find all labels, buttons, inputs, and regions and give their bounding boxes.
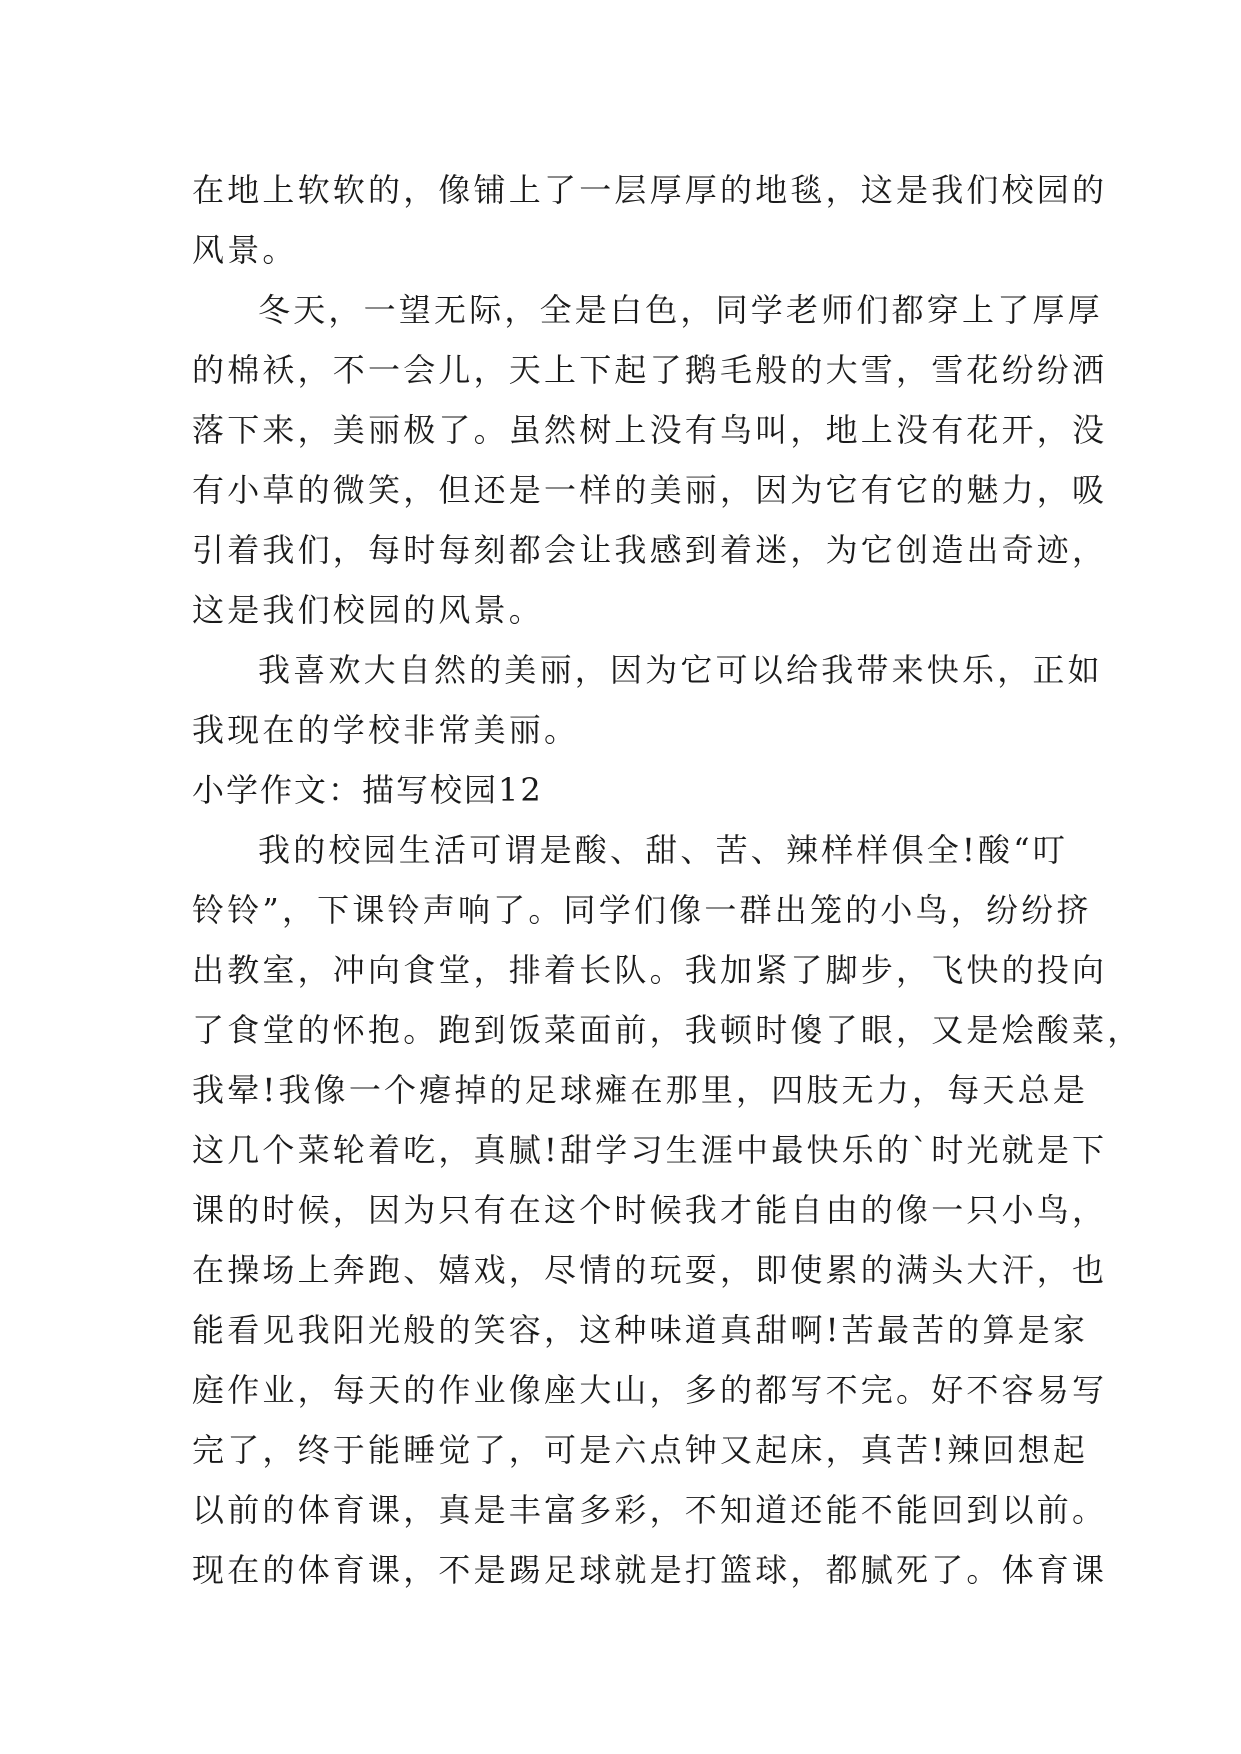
text-line: 了食堂的怀抱。跑到饭菜面前，我顿时傻了眼，又是烩酸菜，	[192, 1011, 1143, 1049]
paragraph-start-line: 我的校园生活可谓是酸、甜、苦、辣样样俱全!酸“叮	[258, 831, 1069, 869]
text-line: 课的时候，因为只有在这个时候我才能自由的像一只小鸟，	[192, 1191, 1108, 1229]
text-line: 我晕!我像一个瘪掉的足球瘫在那里，四肢无力，每天总是	[192, 1071, 1089, 1109]
text-line: 落下来，美丽极了。虽然树上没有鸟叫，地上没有花开，没	[192, 411, 1108, 449]
text-line: 庭作业，每天的作业像座大山，多的都写不完。好不容易写	[192, 1371, 1108, 1409]
text-line: 风景。	[192, 231, 298, 269]
text-line: 出教室，冲向食堂，排着长队。我加紧了脚步，飞快的投向	[192, 951, 1108, 989]
text-line: 铃铃”，下课铃声响了。同学们像一群出笼的小鸟，纷纷挤	[192, 891, 1092, 929]
paragraph-start-line: 我喜欢大自然的美丽，因为它可以给我带来快乐，正如	[258, 651, 1103, 689]
text-line: 引着我们，每时每刻都会让我感到着迷，为它创造出奇迹，	[192, 531, 1108, 569]
text-line: 在操场上奔跑、嬉戏，尽情的玩耍，即使累的满头大汗，也	[192, 1251, 1108, 1289]
text-line: 这几个菜轮着吃，真腻!甜学习生涯中最快乐的`时光就是下	[192, 1131, 1108, 1169]
text-line: 以前的体育课，真是丰富多彩，不知道还能不能回到以前。	[192, 1491, 1108, 1529]
text-line: 我现在的学校非常美丽。	[192, 711, 580, 749]
paragraph-start-line: 冬天，一望无际，全是白色，同学老师们都穿上了厚厚	[258, 291, 1103, 329]
text-line: 现在的体育课，不是踢足球就是打篮球，都腻死了。体育课	[192, 1551, 1108, 1589]
text-line: 的棉袄，不一会儿，天上下起了鹅毛般的大雪，雪花纷纷洒	[192, 351, 1108, 389]
text-line: 能看见我阳光般的笑容，这种味道真甜啊!苦最苦的算是家	[192, 1311, 1089, 1349]
document-body	[192, 160, 1143, 1600]
text-line: 有小草的微笑，但还是一样的美丽，因为它有它的魅力，吸	[192, 471, 1108, 509]
text-line: 在地上软软的，像铺上了一层厚厚的地毯，这是我们校园的	[192, 171, 1108, 209]
text-line: 完了，终于能睡觉了，可是六点钟又起床，真苦!辣回想起	[192, 1431, 1089, 1469]
section-heading: 小学作文：描写校园12	[192, 771, 543, 809]
text-line: 这是我们校园的风景。	[192, 591, 545, 629]
